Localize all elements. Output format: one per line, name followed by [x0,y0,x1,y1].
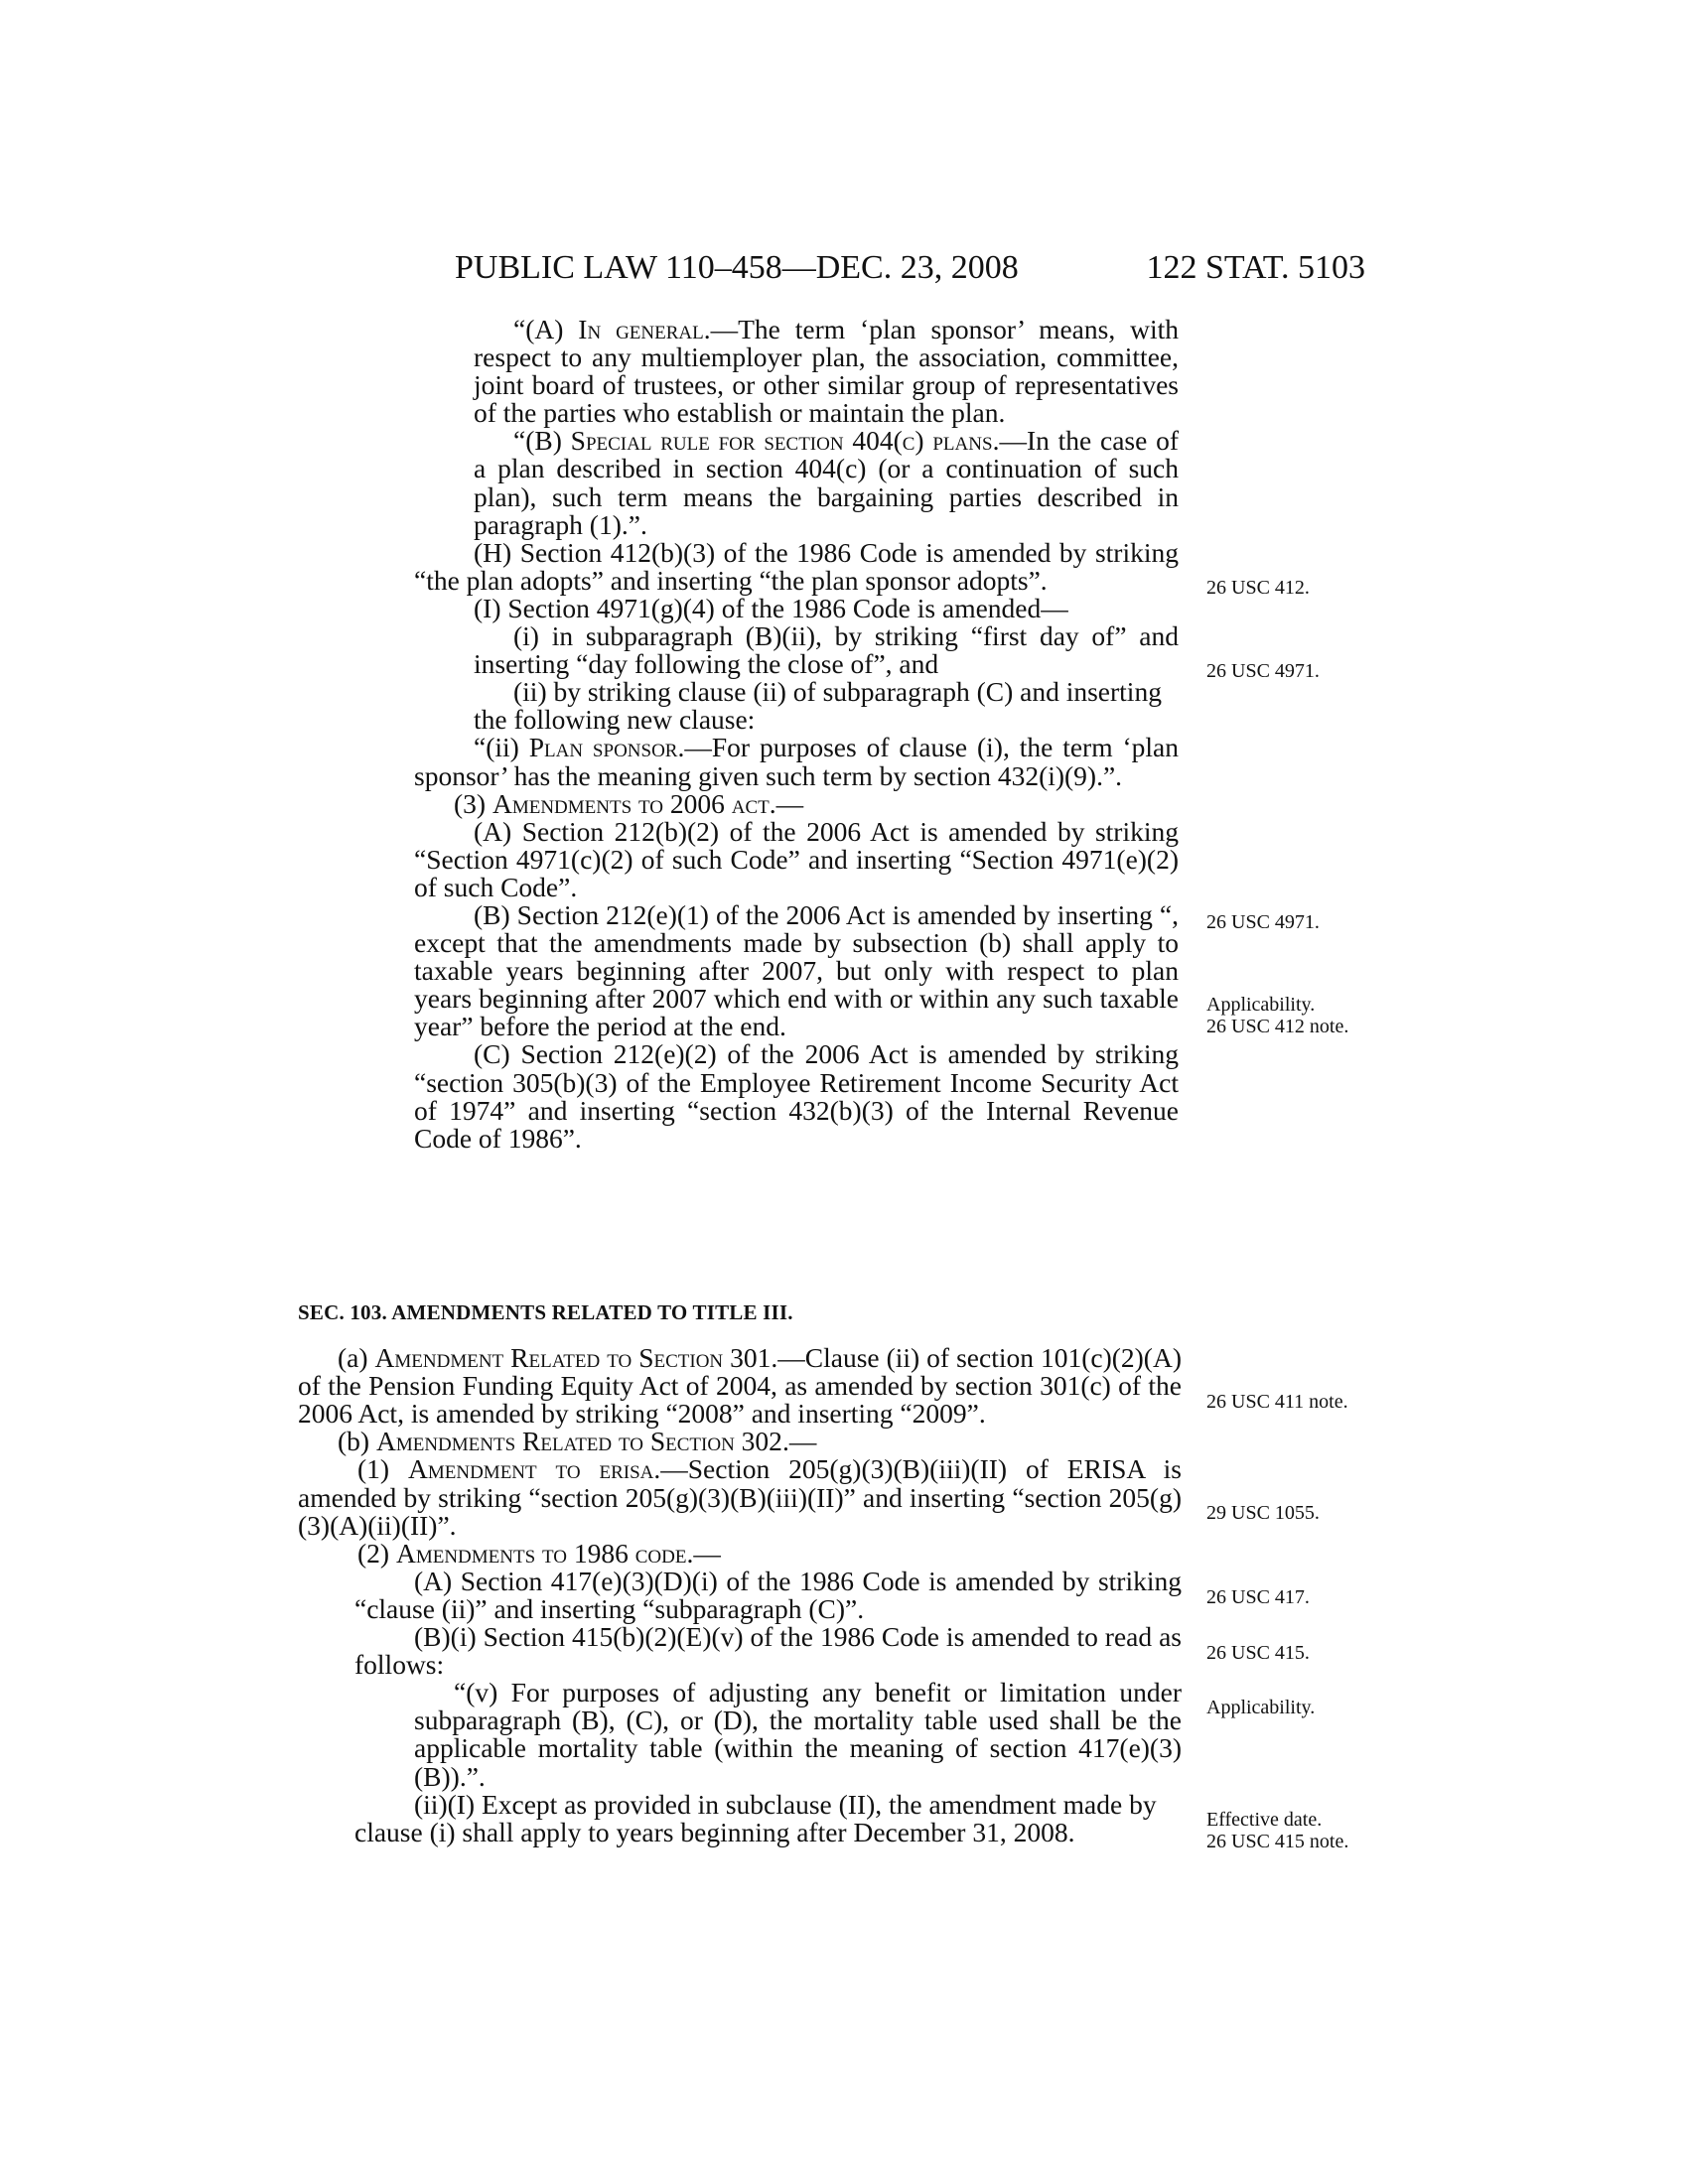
paragraph-2-1986-code: (2) Amendments to 1986 code.— [357,1537,721,1569]
clause-ii-plan-sponsor: “(ii) Plan sponsor.—For purposes of clause (i), the term ‘plan sponsor’ has the meaning given such term by section 432(i)(9).”. [414,732,1179,791]
paragraph-2a: (A) Section 417(e)(3)(D)(i) of the 1986 Code is amended by striking “clause (ii)” and inserting “subparagraph (C)”. [354,1565,1182,1624]
margin-note-26-usc-411-note: 26 USC 411 note. [1206,1391,1348,1413]
margin-note-effective-date: Effective date. [1206,1809,1323,1831]
section-heading: SEC. 103. AMENDMENTS RELATED TO TITLE III. [298,1300,793,1324]
margin-note-26-usc-415-note: 26 USC 415 note. [1206,1831,1349,1852]
paragraph-b-special-rule: “(B) Special rule for section 404(c) plans.—In the case of a plan described in section 404(c) (or a continuation of such plan), such term means the bargaining parties described in paragraph (1).”. [474,425,1180,540]
paragraph-3a: (A) Section 212(b)(2) of the 2006 Act is amended by striking “Section 4971(c)(2) of such Code” and inserting “Section 4971(e)(2) of such Code”. [414,815,1179,902]
clause-ii: (ii) by striking clause (ii) of subparagraph (C) and inserting the following new clause: [474,676,1162,736]
body-text [354,316,1179,1153]
margin-note-26-usc-4971: 26 USC 4971. [1206,660,1320,682]
paragraph-h: (H) Section 412(b)(3) of the 1986 Code is amended by striking “the plan adopts” and inserting “the plan sponsor adopts”. [414,536,1179,596]
paragraph-a-section-301: (a) Amendment Related to Section 301.—Clause (ii) of section 101(c)(2)(A) of the Pension Funding Equity Act of 2004, as amended by section 301(c) of the 2006 Act, is amended by striking “2008” and inserting “2009”. [298,1342,1182,1430]
paragraph-a-in-general: “(A) In general.—The term ‘plan sponsor’ means, with respect to any multiemployer plan, the association, committee, joint board of trustees, or other similar group of representatives of the parties who establish or maintain the plan. [474,314,1179,429]
paragraph-i: (I) Section 4971(g)(4) of the 1986 Code is amended— [474,592,1068,623]
paragraph-b-section-302: (b) Amendments Related to Section 302.— [338,1426,817,1457]
paragraph-2b-ii: (ii)(I) Except as provided in subclause (II), the amendment made by clause (i) shall apply to years beginning after December 31, 2008. [354,1788,1157,1847]
paragraph-3c: (C) Section 212(e)(2) of the 2006 Act is amended by striking “section 305(b)(3) of the Employee Retirement Income Security Act of 1974” and inserting “section 432(b)(3) of the Internal Revenue Code of 1986”. [414,1038,1179,1154]
paragraph-2b-i: (B)(i) Section 415(b)(2)(E)(v) of the 1986 Code is amended to read as follows: [354,1621,1182,1681]
margin-note-26-usc-412-note: 26 USC 412 note. [1206,1016,1349,1037]
margin-note-applicability: Applicability. [1206,994,1316,1016]
running-header-title: PUBLIC LAW 110–458—DEC. 23, 2008 [455,249,1019,286]
margin-note-26-usc-4971-b: 26 USC 4971. [1206,911,1320,933]
margin-note-26-usc-412: 26 USC 412. [1206,577,1310,599]
clause-v: “(v) For purposes of adjusting any benefit or limitation under subparagraph (B), (C), or (D), the mortality table used shall be the applicable mortality table (within the meaning of section 417(e)(3)(B)).”. [414,1677,1182,1792]
paragraph-3-amendments-2006: (3) Amendments to 2006 act.— [454,787,804,819]
paragraph-3b: (B) Section 212(e)(1) of the 2006 Act is amended by inserting “, except that the amendments made by subsection (b) shall apply to taxable years beginning after 2007, but only with respect to plan years beginning after 2007 which end with or within any such taxable year” before the period at the end. [414,898,1179,1042]
running-header-page-number: 122 STAT. 5103 [1146,249,1365,286]
clause-i: (i) in subparagraph (B)(ii), by striking “first day of” and inserting “day following the close of”, and [474,620,1179,680]
margin-note-applicability-2: Applicability. [1206,1697,1316,1718]
margin-note-26-usc-417: 26 USC 417. [1206,1586,1310,1608]
paragraph-1-erisa: (1) Amendment to erisa.—Section 205(g)(3)(B)(iii)(II) of ERISA is amended by striking “section 205(g)(3)(B)(iii)(II)” and inserting “section 205(g)(3)(A)(ii)(II)”. [298,1453,1182,1541]
margin-note-26-usc-415: 26 USC 415. [1206,1642,1310,1664]
margin-note-29-usc-1055: 29 USC 1055. [1206,1502,1320,1524]
section-103 [298,1277,1182,1846]
